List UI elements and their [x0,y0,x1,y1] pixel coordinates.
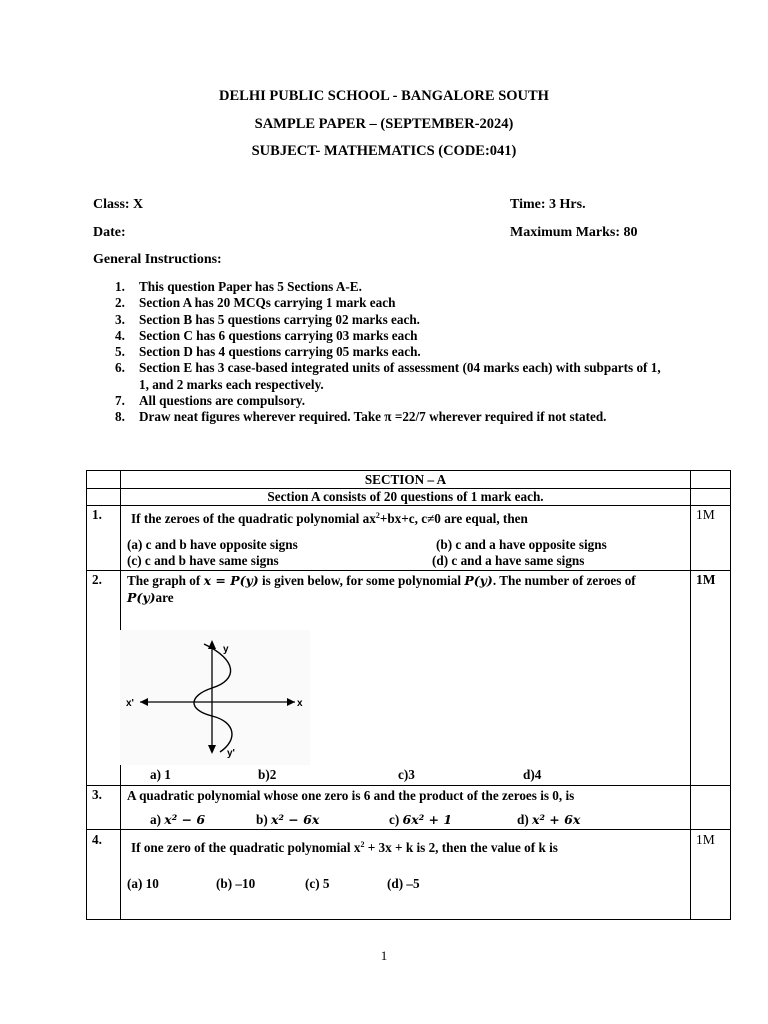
option-a: a) 1 [150,767,171,782]
question-text: If one zero of the quadratic polynomial $x^2 + 3x + k$ is 2, then the value of k is [131,840,558,855]
y-axis-label: y [223,644,229,655]
date-label: Date: [93,225,126,240]
section-title: SECTION – A [364,472,447,487]
paper-title: SAMPLE PAPER – (SEPTEMBER-2024) [254,116,514,132]
subject-title: SUBJECT- MATHEMATICS (CODE:041) [251,143,517,159]
school-name: DELHI PUBLIC SCHOOL - BANGALORE SOUTH [219,88,549,104]
question-text: The graph of x = P(y) is given below, for some polynomial P(y). The number of zeroes of P(y)are [127,573,636,605]
table-border [86,570,731,571]
instruction-item: 3. Section B has 5 questions carrying 02 marks each. [115,311,420,327]
marks-label: 1M [696,507,715,522]
class-label: Class: X [93,197,144,212]
instruction-item: 1. This question Paper has 5 Sections A-E. [115,279,362,294]
question-text: If the zeroes of the quadratic polynomial $ax^2+bx+c$, c≠0 are equal, then [131,511,528,526]
y-prime-label: y' [227,748,235,759]
option-b: b)2 [258,767,277,782]
option-c: (c) c and b have same signs [127,553,279,568]
option-a: a) x² − 6 [150,812,206,827]
table-border [730,470,731,920]
marks-label: 1M [696,572,716,587]
instruction-item: 5. Section D has 4 questions carrying 05 marks each. [115,344,421,360]
option-c: c) 6x² + 1 [389,812,453,827]
question-number: 1. [92,507,102,522]
question-text: A quadratic polynomial whose one zero is 6 and the product of the zeroes is 0, is [127,788,575,803]
marks-label: 1M [696,832,715,847]
question-number: 3. [92,787,102,802]
option-d: d)4 [523,767,542,782]
max-marks-label: Maximum Marks: 80 [510,225,638,240]
table-border [86,505,731,506]
instructions-list [112,279,672,426]
question-number: 4. [92,832,102,847]
option-d: (d) c and a have same signs [432,553,585,568]
option-d: d) x² + 6x [517,812,581,827]
table-border [86,470,731,471]
option-b: b) x² − 6x [256,812,320,827]
x-axis-label: x [297,698,303,709]
table-border [690,470,691,920]
polynomial-graph [120,630,310,765]
option-d: (d) –5 [387,876,420,891]
section-subtitle: Section A consists of 20 questions of 1 mark each. [267,489,544,504]
option-b: (b) –10 [216,876,256,891]
table-border [86,470,87,920]
time-label: Time: 3 Hrs. [510,197,586,212]
option-c: (c) 5 [305,876,330,891]
option-b: (b) c and a have opposite signs [436,537,607,552]
option-a: (a) c and b have opposite signs [127,537,298,552]
table-border [86,919,731,920]
question-number: 2. [92,572,102,587]
general-instructions-heading: General Instructions: [93,252,222,267]
instruction-item: 2. Section A has 20 MCQs carrying 1 mark each [115,295,396,311]
option-c: c)3 [398,767,415,782]
x-prime-label: x' [126,698,134,709]
option-a: (a) 10 [127,876,159,891]
instruction-item: 6. Section E has 3 case-based integrated units of assessment (04 marks each) with subparts of 1, 1, and 2 marks each respectively. [115,360,661,392]
page-number: 1 [380,948,388,963]
table-border [86,829,731,830]
instruction-item: 8. Draw neat figures wherever required. Take π =22/7 wherever required if not stated. [115,409,607,425]
instruction-item: 4. Section C has 6 questions carrying 03 marks each [115,327,418,343]
table-border [86,785,731,786]
instruction-item: 7. All questions are compulsory. [115,393,306,409]
